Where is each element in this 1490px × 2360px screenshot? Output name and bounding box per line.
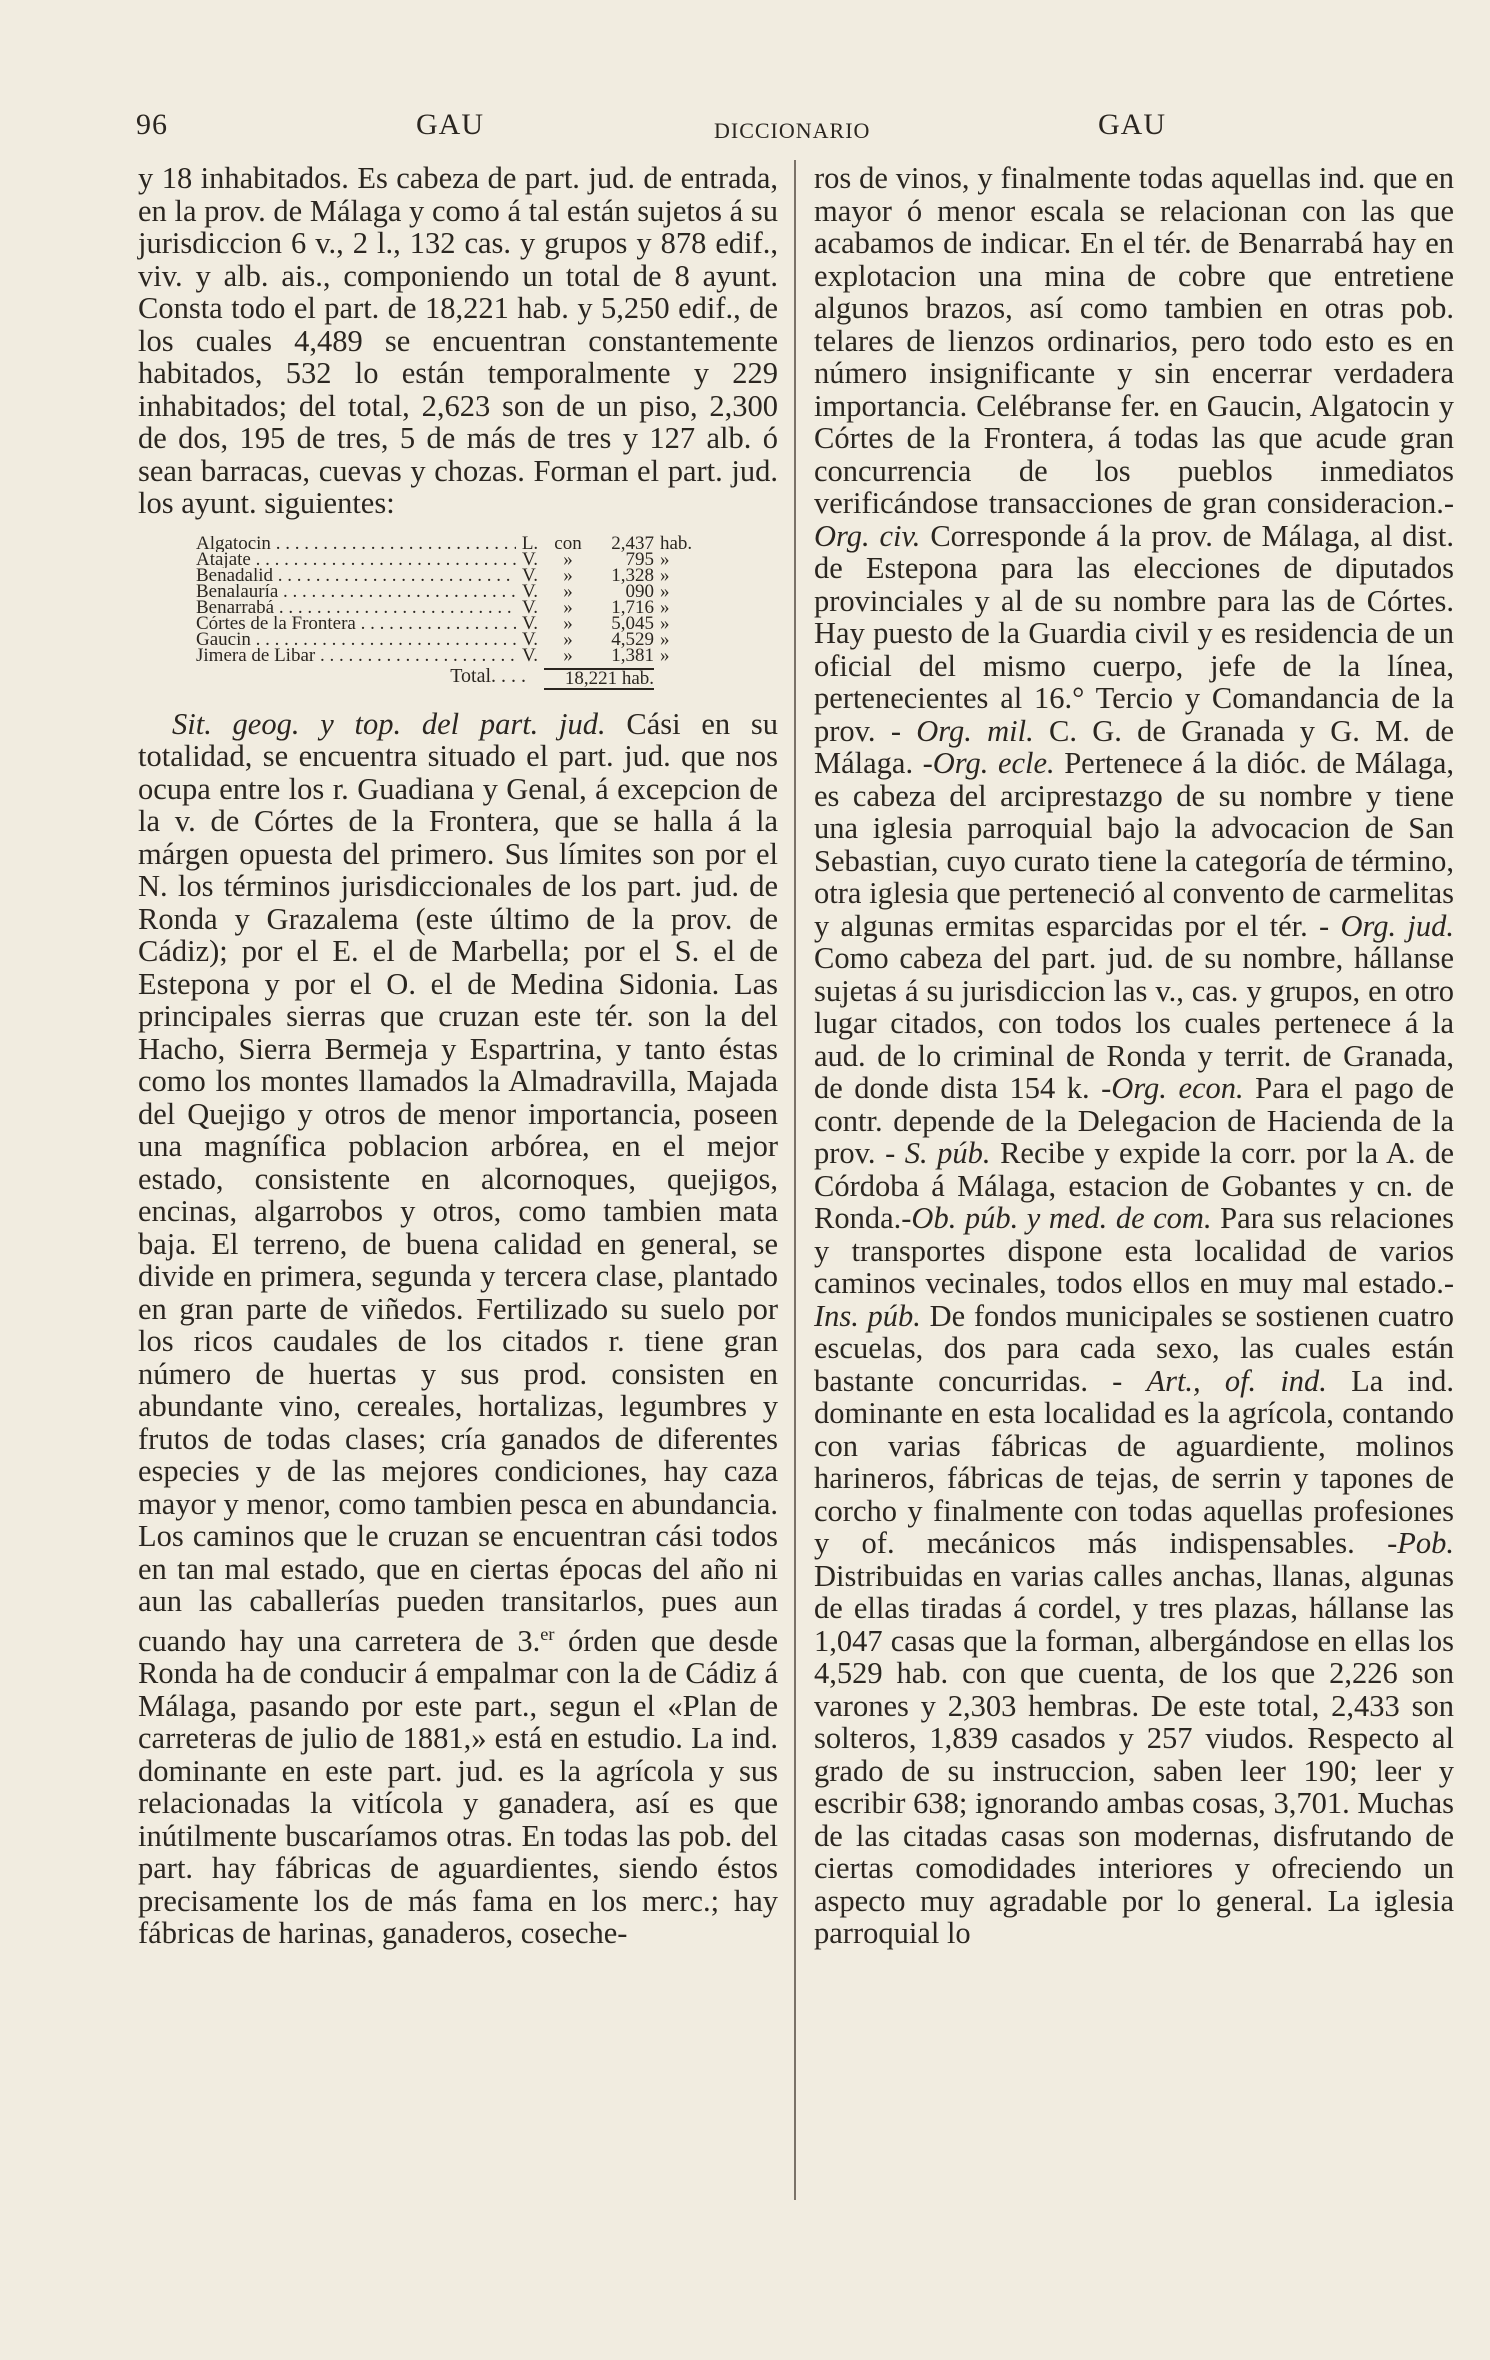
table-total-row [196, 664, 756, 690]
town-mark: » [563, 564, 573, 586]
town-type: V. [521, 580, 539, 602]
section-heading: -Ob. púb. y med. de com. [901, 1201, 1212, 1235]
town-unit: hab. [660, 532, 693, 554]
town-mark: » [563, 580, 573, 602]
section-heading: Sit. geog. y top. del part. jud. [172, 706, 606, 741]
guide-word-left: GAU [416, 108, 484, 141]
text-run: Distribuidas en varias calles anchas, llanas, algunas de ellas tiradas á cordel, y tres plazas, hállanse las 1,047 casas que la forman, albergándose en ellas los 4,529 hab. con que cuenta, de los que 2,226 son varones y 2,303 hembras. De este total, 2,433 son solteros, 1,839 casados y 257 viudos. Respecto al grado de su instruccion, saben leer 190; leer y escribir 638; ignorando ambas cosas, 3,701. Muchas de las citadas casas son modernas, disfrutando de ciertas comodidades interiores y ofreciendo un aspecto muy agradable por lo general. La iglesia parroquial lo [814, 1558, 1454, 1950]
table-row [196, 564, 756, 586]
town-name: Córtes de la Frontera . . . [196, 616, 516, 632]
situation-text-tail: órden que desde Ronda ha de conducir á empalmar con la de Cádiz á Málaga, pasando por este part., segun el «Plan de carreteras de julio de 1881,» está en estudio. La ind. dominante en este part. jud. es la agrícola y sus relacionadas la vitícola y ganadera, así es que inútilmente buscaríamos otras. En todas las pob. del part. hay fábricas de aguardientes, siendo éstos precisamente los de más fama en los merc.; hay fábricas de harinas, ganaderos, coseche- [138, 1623, 778, 1951]
text-run: La ind. dominante en esta localidad es la agrícola, contando con varias fábricas de aguardiente, molinos harineros, fábricas de tejas, de serrin y tapones de corcho y finalmente con todas aquellas profesiones y of. mecánicos más indispensables. [814, 1363, 1454, 1560]
town-mark: con [554, 532, 582, 554]
text-run: Como cabeza del part. jud. de su nombre, hállanse sujetas á su jurisdiccion las v., cas. y grupos, en otro lugar citados, con todos los cuales pertenece á la aud. de lo criminal de Ronda y territ. de Granada, de donde dista 154 k. [814, 941, 1454, 1105]
town-population: 2,437 [611, 532, 654, 554]
town-type: V. [521, 644, 539, 666]
text-run: ros de vinos, y finalmente todas aquellas ind. que en mayor ó menor escala se relacionan con las que acabamos de indicar. En el tér. de Benarrabá hay en explotacion una mina de cobre que entretiene algunos brazos, así como tambien en otras pob. telares de lienzos ordinarios, pero todo esto es en número insignificante y sin encerrar verdadera importancia. Celébranse fer. en Gaucin, Algatocin y Córtes de la Frontera, á todas las que acude gran concurrencia de los pueblos inmediatos verificándose transacciones de gran consideracion. [814, 161, 1454, 520]
table-row [196, 612, 756, 634]
town-unit: » [660, 580, 670, 602]
town-population: 795 [625, 548, 654, 570]
page-number: 96 [136, 108, 168, 141]
town-name: Atajate . . . [196, 552, 516, 568]
section-heading: -Ins. púb. [814, 1266, 1454, 1333]
right-column [814, 162, 1454, 1950]
town-type: V. [521, 564, 539, 586]
section-heading: S. púb. [904, 1136, 991, 1170]
text-run: Para el pago de contr. depende de la Delegacion de Hacienda de la prov. - [814, 1071, 1454, 1170]
town-type: V. [521, 628, 539, 650]
table-row [196, 548, 756, 570]
town-unit: » [660, 644, 670, 666]
town-mark: » [563, 644, 573, 666]
section-heading: -Org. econ. [1101, 1071, 1244, 1105]
text-run: De fondos municipales se sostienen cuatro escuelas, dos para cada sexo, las cuales están bastante concurridas. - [814, 1298, 1454, 1398]
table-row [196, 596, 756, 618]
town-name: Algatocin . . . [196, 536, 516, 552]
town-population: 1,716 [611, 596, 654, 618]
town-unit: » [660, 564, 670, 586]
town-type: V. [521, 548, 539, 570]
town-unit: » [660, 596, 670, 618]
town-type: V. [521, 612, 539, 634]
section-heading: Org. mil. [916, 713, 1034, 748]
situation-paragraph [138, 708, 778, 1950]
town-unit: » [660, 548, 670, 570]
section-heading: -Org. civ. [814, 486, 1454, 553]
section-heading: Art., of. ind. [1146, 1363, 1327, 1398]
town-mark: » [563, 628, 573, 650]
right-column-text [814, 162, 1454, 1950]
left-column [138, 162, 778, 1950]
text-run: Recibe y expide la corr. por la A. de Córdoba á Málaga, estacion de Gobantes y cn. de Ronda. [814, 1136, 1454, 1235]
section-heading: -Org. ecle. [922, 746, 1055, 780]
town-type: V. [521, 596, 539, 618]
town-population: 4,529 [611, 628, 654, 650]
intro-paragraph: y 18 inhabitados. Es cabeza de part. jud. de entrada, en la prov. de Málaga y como á tal están sujetos á su jurisdiccion 6 v., 2 l., 132 cas. y grupos y 878 edif., viv. y alb. ais., componiendo un total de 8 ayunt. Consta todo el part. de 18,221 hab. y 5,250 edif., de los cuales 4,489 se encuentran constantemente habitados, 532 lo están temporalmente y 229 inhabitados; del total, 2,623 son de un piso, 2,300 de dos, 195 de tres, 5 de más de tres y 127 alb. ó sean barracas, cuevas y chozas. Forman el part. jud. los ayunt. siguientes: [138, 161, 778, 520]
situation-text: Cási en su totalidad, se encuentra situado el part. jud. que nos ocupa entre los r. Guadiana y Genal, á excepcion de la v. de Córtes de la Frontera, que se halla á la márgen opuesta del primero. Sus límites son por el N. los términos jurisdiccionales de los part. jud. de Ronda y Grazalema (este último de la prov. de Cádiz); por el E. el de Marbella; por el S. el de Estepona y por el O. el de Medina Sidonia. Las principales sierras que cruzan este tér. son la del Hacho, Sierra Bermeja y Espartrina, y tanto éstas como los montes llamados la Almadravilla, Majada del Quejigo y otros de menor importancia, poseen una magnífica poblacion arbórea, en el mejor estado, consistente en alcornoques, quejigos, encinas, algarrobos y otros, como tambien mata baja. El terreno, de buena calidad en general, se divide en primera, segunda y tercera clase, plantado en gran parte de viñedos. Fertilizado su suelo por los ricos caudales de los citados r. tiene gran número de huertas y sus prod. consisten en abundante vino, cereales, hortalizas, legumbres y frutos de todas clases; cría ganados de diferentes especies y de las mejores condiciones, hay caza mayor y menor, como tambien pesca en abundancia. Los caminos que le cruzan se encuentran cási todos en tan mal estado, que en ciertas épocas del año ni aun las caballerías pueden transitarlos, pues aun cuando hay una carretera de 3. [138, 706, 778, 1658]
town-mark: » [563, 612, 573, 634]
town-name: Benadalid . . . [196, 568, 516, 584]
town-mark: » [563, 548, 573, 570]
town-name: Benarrabá . . . [196, 600, 516, 616]
town-mark: » [563, 596, 573, 618]
table-row [196, 628, 756, 650]
town-population: 1,328 [611, 564, 654, 586]
total-label: Total. . . . [450, 664, 526, 687]
town-unit: » [660, 628, 670, 650]
table-row [196, 532, 756, 554]
ayuntamientos-table [196, 532, 756, 690]
text-run: C. G. de Granada y G. M. de Málaga. [814, 713, 1454, 780]
town-unit: » [660, 612, 670, 634]
town-name: Benalauría . . . [196, 584, 516, 600]
town-population: 5,045 [611, 612, 654, 634]
table-row [196, 644, 756, 666]
text-run: Pertenece á la dióc. de Málaga, es cabeza del arciprestazgo de su nombre y tiene una iglesia parroquial bajo la advocacion de San Sebastian, cuyo curato tiene la categoría de término, otra iglesia que perteneció al convento de carmelitas y algunas ermitas esparcidas por el tér. - [814, 746, 1454, 943]
running-title: DICCIONARIO [714, 118, 871, 143]
section-heading: -Pob. [1387, 1526, 1454, 1560]
text-run: Corresponde á la prov. de Málaga, al dist. de Estepona para las elecciones de diputados provinciales y al de su nombre para las de Córtes. Hay puesto de la Guardia civil y es residencia de un oficial del mismo cuerpo, jefe de la línea, pertenecientes al 16.° Tercio y Comandancia de la prov. - [814, 518, 1454, 748]
column-divider [794, 160, 796, 2200]
town-population: 090 [625, 580, 654, 602]
town-population: 1,381 [611, 644, 654, 666]
town-type: L. [521, 532, 539, 554]
ordinal-superscript: er [540, 1623, 555, 1644]
guide-word-right: GAU [1098, 108, 1166, 141]
text-run: Para sus relaciones y transportes dispone esta localidad de varios caminos vecinales, todos ellos en muy mal estado. [814, 1201, 1454, 1300]
table-row [196, 580, 756, 602]
town-name: Gaucin . . . [196, 632, 516, 648]
town-name: Jimera de Libar . . . [196, 648, 516, 664]
total-value: 18,221 hab. [544, 668, 654, 690]
section-heading: Org. jud. [1340, 908, 1454, 943]
